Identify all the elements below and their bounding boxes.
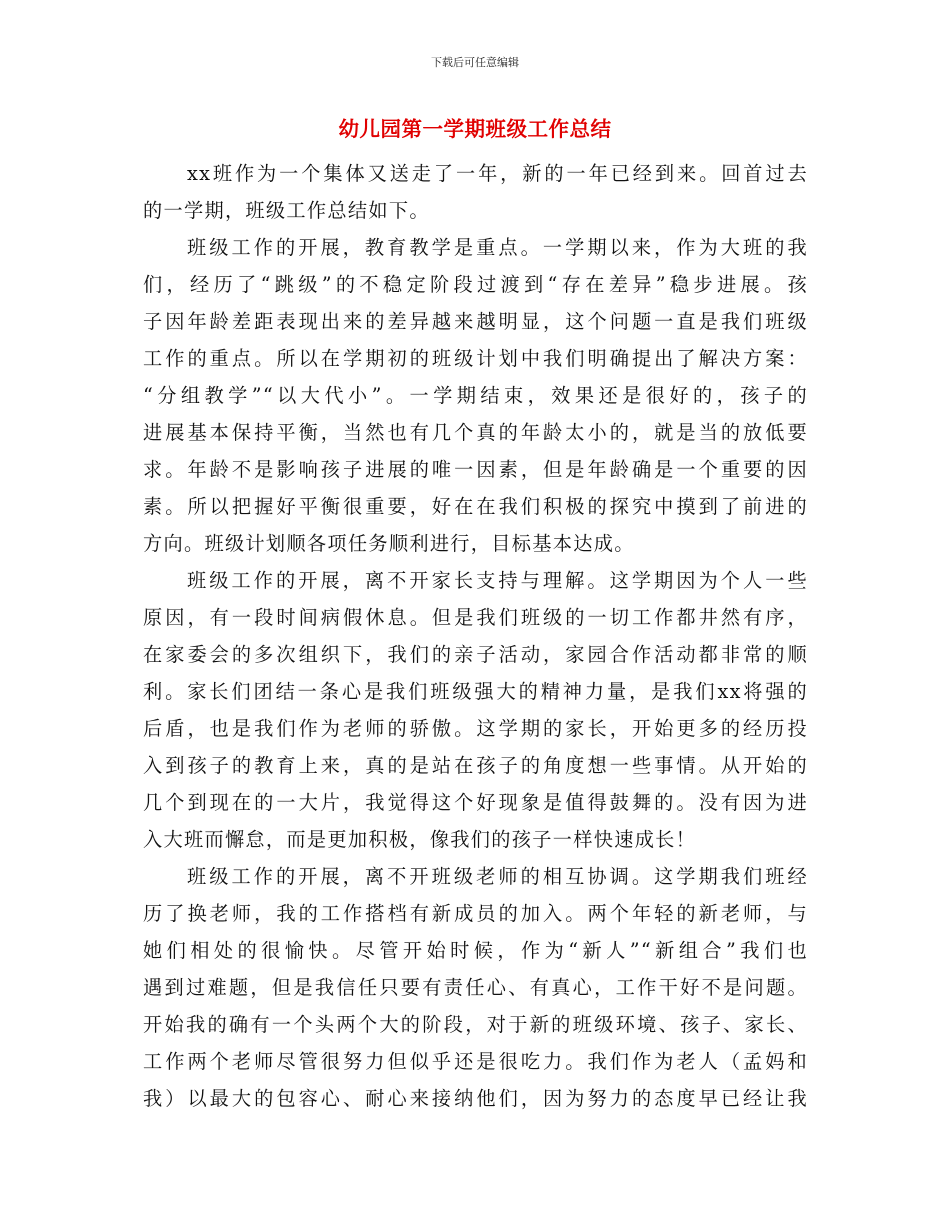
text-line: 她们相处的很愉快。尽管开始时候，作为“新人”“新组合”我们也 — [143, 939, 808, 962]
header-note: 下载后可任意编辑 — [431, 56, 519, 69]
text-line: 我）以最大的包容心、耐心来接纳他们，因为努力的态度早已经让我 — [143, 1087, 808, 1110]
text-line: 历了换老师，我的工作搭档有新成员的加入。两个年轻的新老师，与 — [143, 902, 808, 925]
text-line: xx班作为一个集体又送走了一年，新的一年已经到来。回首过去 — [187, 162, 808, 185]
text-line: 子因年龄差距表现出来的差异越来越明显，这个问题一直是我们班级 — [143, 310, 808, 333]
text-line: “分组教学”“以大代小”。一学期结束，效果还是很好的，孩子的 — [143, 384, 808, 407]
text-line: 们，经历了“跳级”的不稳定阶段过渡到“存在差异”稳步进展。孩 — [143, 273, 808, 296]
text-line: 入到孩子的教育上来，真的是站在孩子的角度想一些事情。从开始的 — [143, 754, 808, 777]
document-body — [143, 155, 808, 1117]
text-line: 几个到现在的一大片，我觉得这个好现象是值得鼓舞的。没有因为进 — [143, 791, 808, 814]
document-title: 幼儿园第一学期班级工作总结 — [338, 117, 612, 141]
text-line: 素。所以把握好平衡很重要，好在在我们积极的探究中摸到了前进的 — [143, 495, 808, 518]
text-line: 后盾，也是我们作为老师的骄傲。这学期的家长，开始更多的经历投 — [143, 717, 808, 740]
text-line: 入大班而懈怠，而是更加积极，像我们的孩子一样快速成长！ — [143, 828, 697, 851]
text-line: 工作的重点。所以在学期初的班级计划中我们明确提出了解决方案： — [143, 347, 808, 370]
text-line: 开始我的确有一个头两个大的阶段，对于新的班级环境、孩子、家长、 — [143, 1013, 808, 1036]
text-line: 进展基本保持平衡，当然也有几个真的年龄太小的，就是当的放低要 — [143, 421, 808, 444]
text-line: 班级工作的开展，教育教学是重点。一学期以来，作为大班的我 — [187, 236, 808, 259]
text-line: 班级工作的开展，离不开家长支持与理解。这学期因为个人一些 — [187, 569, 808, 592]
text-line: 工作两个老师尽管很努力但似乎还是很吃力。我们作为老人（孟妈和 — [143, 1050, 808, 1073]
text-line: 班级工作的开展，离不开班级老师的相互协调。这学期我们班经 — [187, 865, 808, 888]
text-line: 方向。班级计划顺各项任务顺利进行，目标基本达成。 — [143, 532, 635, 555]
text-line: 遇到过难题，但是我信任只要有责任心、有真心，工作干好不是问题。 — [143, 976, 808, 999]
text-line: 利。家长们团结一条心是我们班级强大的精神力量，是我们xx将强的 — [143, 680, 808, 703]
text-line: 求。年龄不是影响孩子进展的唯一因素，但是年龄确是一个重要的因 — [143, 458, 808, 481]
text-line: 在家委会的多次组织下，我们的亲子活动，家园合作活动都非常的顺 — [143, 643, 808, 666]
text-line: 原因，有一段时间病假休息。但是我们班级的一切工作都井然有序， — [143, 606, 808, 629]
text-line: 的一学期，班级工作总结如下。 — [143, 199, 430, 222]
